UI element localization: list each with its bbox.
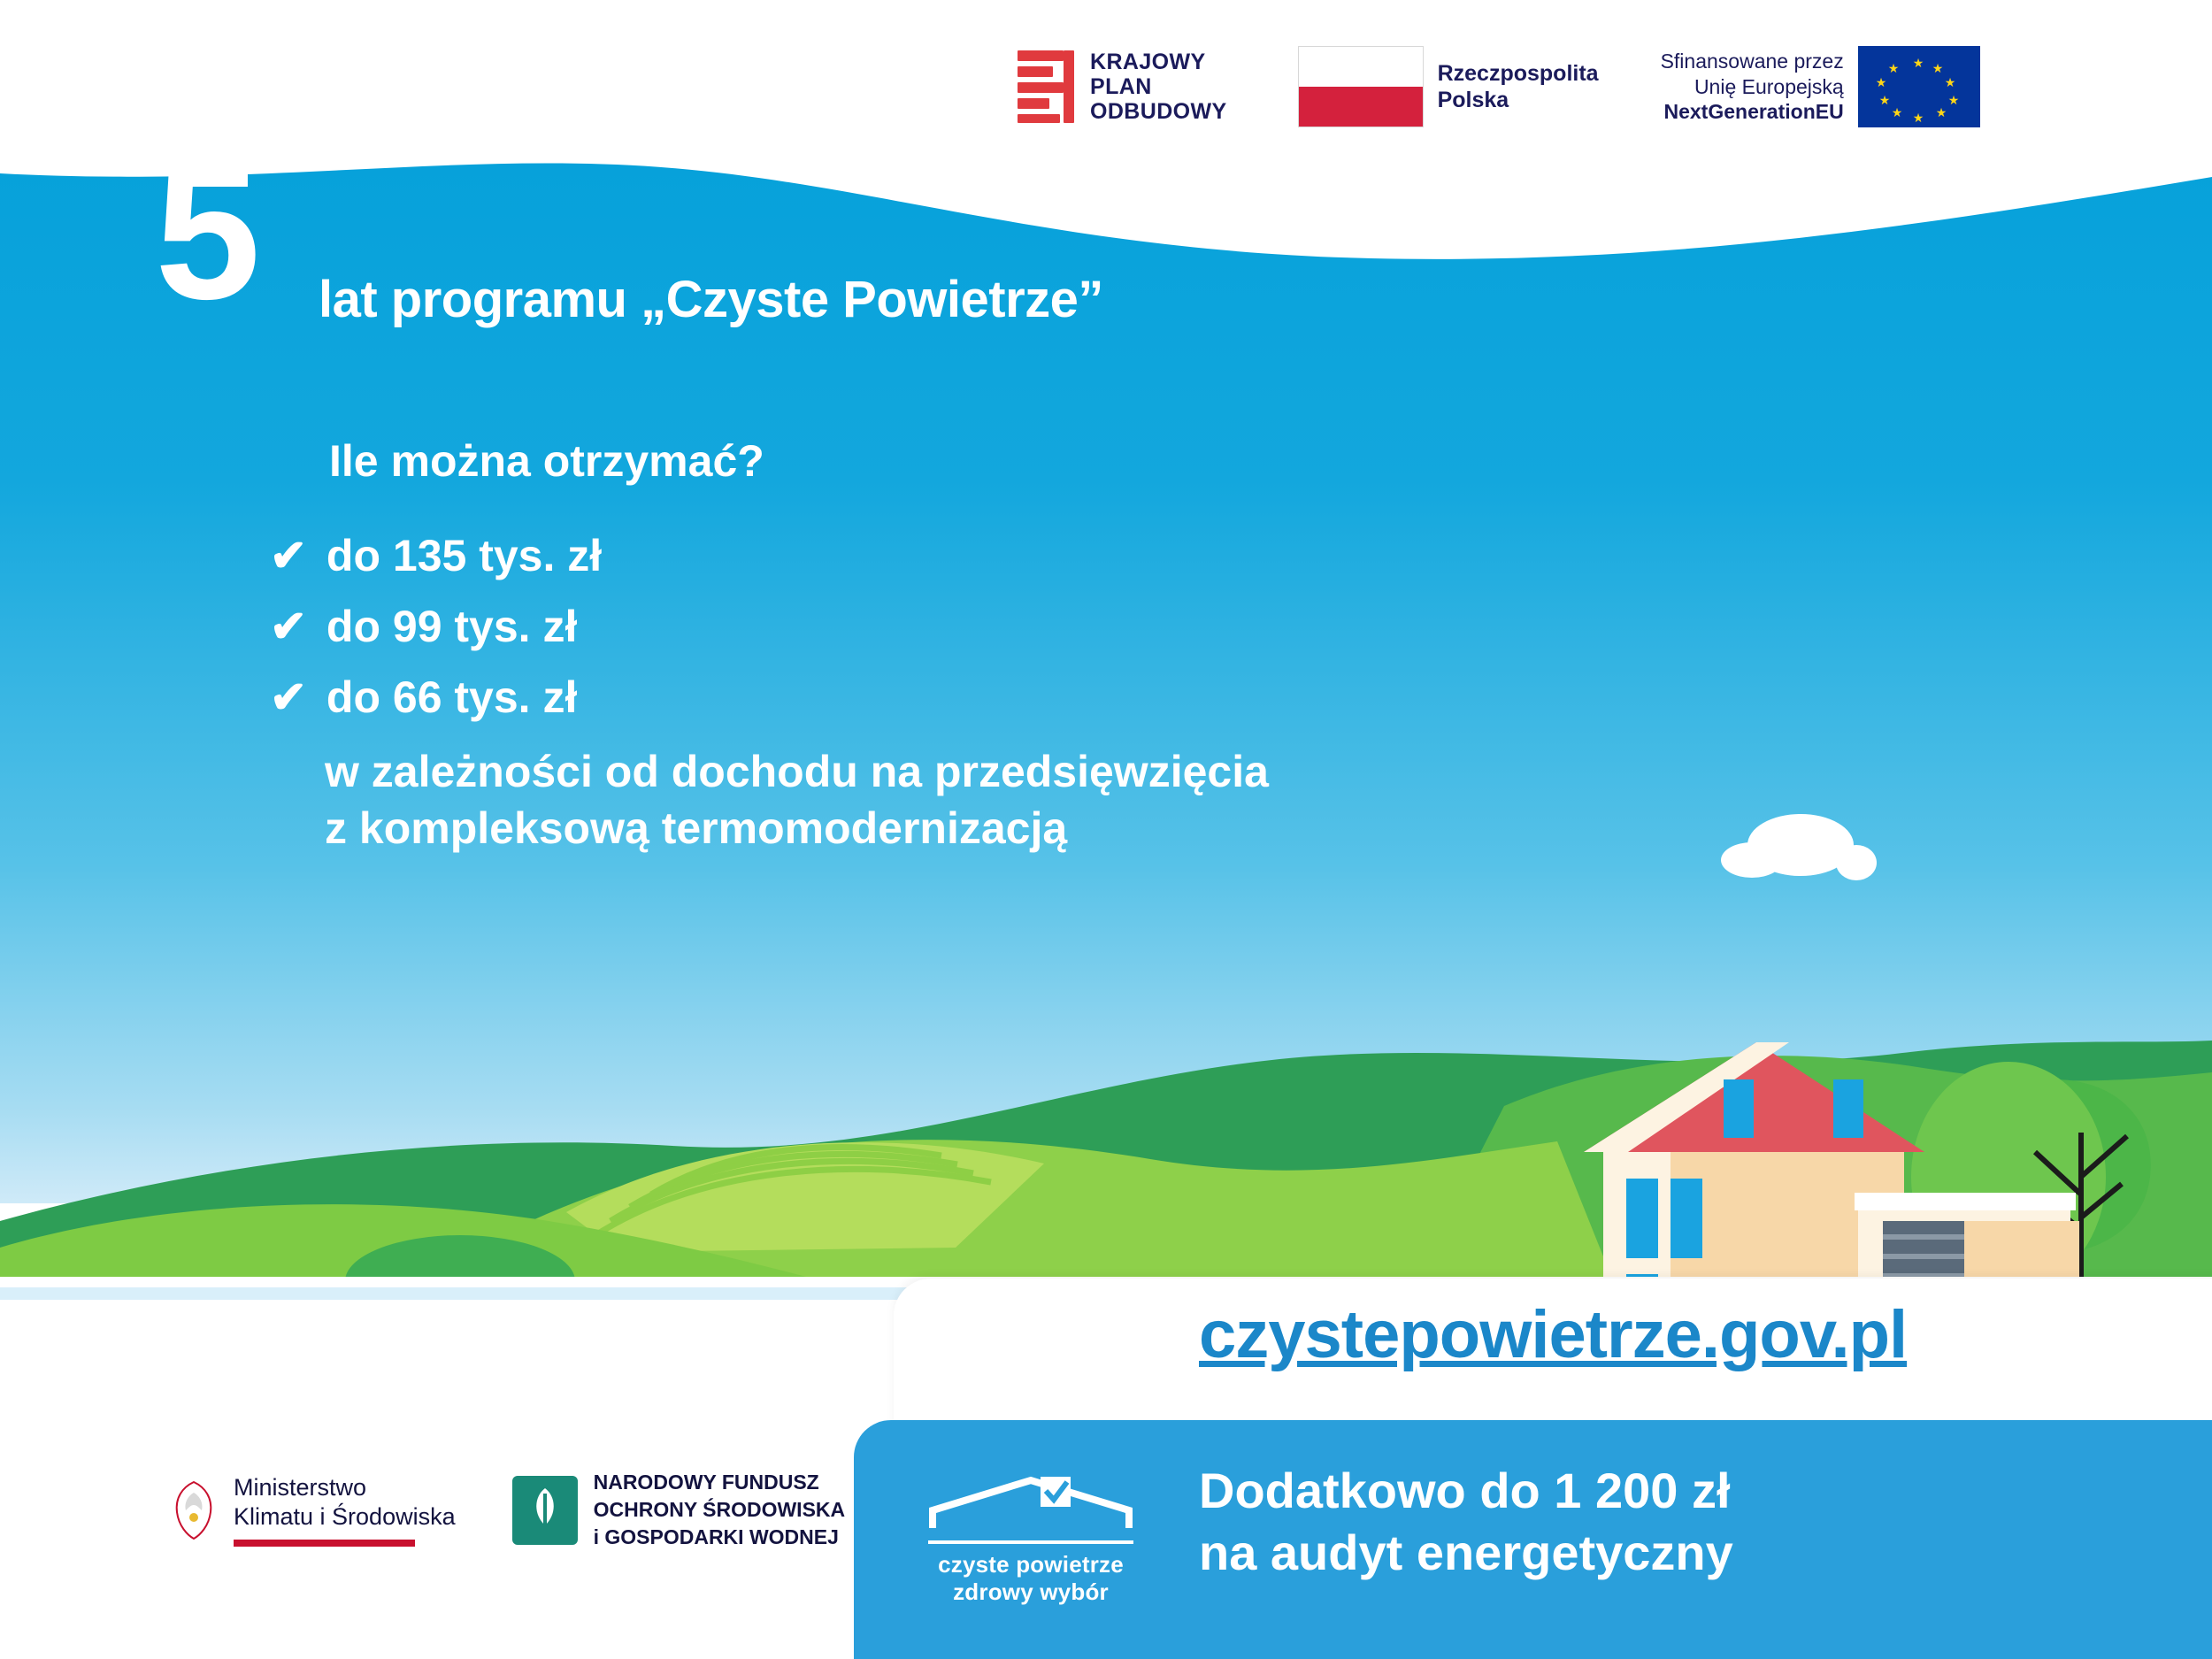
polish-eagle-icon	[168, 1479, 219, 1542]
question-text: Ile można otrzymać?	[329, 436, 764, 486]
nfosigw-line-3: i GOSPODARKI WODNEJ	[593, 1525, 839, 1549]
house-check-icon	[929, 1475, 1133, 1532]
nfosigw-leaf-icon	[512, 1476, 578, 1545]
footer-logo-strip	[168, 1469, 845, 1551]
extra-funding-text	[1199, 1460, 1733, 1584]
amounts-list	[270, 531, 1269, 856]
eu-line-2: Unię Europejską	[1694, 74, 1844, 98]
extra-funding-line-1: Dodatkowo do 1 200 zł	[1199, 1463, 1731, 1518]
logo-nfosigw	[512, 1469, 846, 1551]
eu-line-1: Sfinansowane przez	[1660, 49, 1844, 73]
list-item-label: do 135 tys. zł	[326, 531, 603, 580]
logo-kpo-label	[1090, 50, 1227, 124]
list-item	[270, 602, 1269, 651]
kpo-line-2: PLAN	[1090, 74, 1152, 99]
kpo-bars-icon	[1018, 50, 1074, 123]
check-icon: ✔	[270, 672, 307, 722]
program-logo-line-1: czyste powietrze	[938, 1551, 1124, 1578]
list-item-label: do 99 tys. zł	[326, 602, 578, 651]
republic-line-2: Polska	[1437, 88, 1509, 112]
eu-flag-icon: ★ ★ ★ ★ ★ ★ ★ ★ ★ ★	[1858, 46, 1980, 127]
logo-ministry-label	[234, 1474, 456, 1530]
check-icon: ✔	[270, 602, 307, 651]
republic-line-1: Rzeczpospolita	[1437, 61, 1599, 86]
ministry-red-bar	[234, 1540, 415, 1547]
condition-note-line-1: w zależności od dochodu na przedsięwzięcia	[325, 747, 1269, 796]
logo-divider	[928, 1540, 1133, 1544]
top-wave-shape	[0, 0, 2212, 292]
logo-republic-label	[1438, 60, 1599, 113]
logo-kpo	[1018, 50, 1227, 124]
eu-line-3: NextGenerationEU	[1663, 100, 1844, 124]
page-title: lat programu „Czyste Powietrze”	[319, 271, 1103, 328]
check-icon: ✔	[270, 531, 307, 580]
logo-ministry-of-climate	[168, 1473, 456, 1547]
logo-czyste-powietrze	[920, 1464, 1141, 1606]
logo-eu-label	[1661, 49, 1844, 125]
extra-funding-line-2: na audyt energetyczny	[1199, 1525, 1733, 1580]
kpo-line-1: KRAJOWY	[1090, 50, 1206, 74]
list-item	[270, 531, 1269, 580]
nfosigw-line-2: OCHRONY ŚRODOWISKA	[593, 1498, 846, 1522]
program-logo-line-2: zdrowy wybór	[953, 1578, 1109, 1605]
logo-nfosigw-label	[594, 1469, 846, 1551]
cloud-illustration	[1721, 796, 1907, 894]
kpo-line-3: ODBUDOWY	[1090, 99, 1227, 124]
ministry-line-1: Ministerstwo	[234, 1474, 367, 1502]
institutional-logo-strip	[1018, 46, 1980, 127]
logo-republic-of-poland	[1298, 46, 1599, 127]
polish-flag-icon	[1298, 46, 1424, 127]
logo-european-union	[1661, 46, 1980, 127]
website-url-link[interactable]: czystepowietrze.gov.pl	[1199, 1297, 1908, 1372]
ministry-line-2: Klimatu i Środowiska	[234, 1503, 456, 1531]
nfosigw-line-1: NARODOWY FUNDUSZ	[593, 1471, 819, 1494]
list-item-label: do 66 tys. zł	[326, 672, 578, 722]
list-item	[270, 672, 1269, 722]
years-number: 5	[155, 126, 261, 339]
condition-note-line-2: z kompleksową termomodernizacją	[325, 803, 1068, 853]
